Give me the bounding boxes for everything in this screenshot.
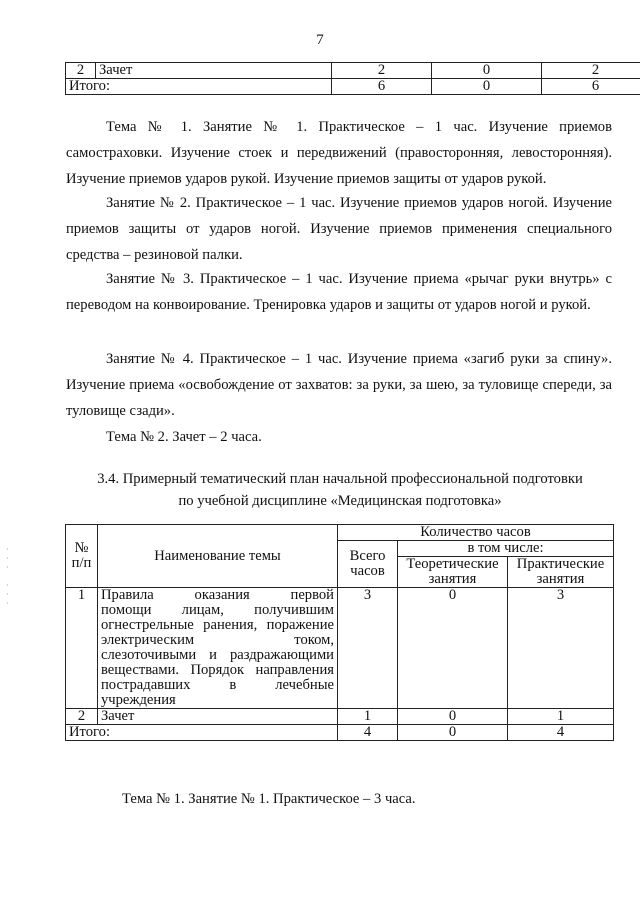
topic-name: Зачет: [98, 709, 338, 725]
practice-hours: 1: [508, 709, 614, 725]
section-title-line1: 3.4. Примерный тематический план начальной профессиональной подготовки: [97, 471, 583, 487]
theory-hours: 0: [398, 725, 508, 741]
topic-line: веществами. Порядок направления: [101, 662, 334, 678]
topic-line: помощи лицам, получившим: [101, 602, 334, 618]
header-total: Всего часов: [338, 541, 398, 588]
header-hours: Количество часов: [338, 525, 614, 541]
row-number: 2: [66, 63, 96, 79]
table-row: [66, 588, 614, 709]
topic-name: Зачет: [96, 63, 332, 79]
closing-paragraph: Тема № 1. Занятие № 1. Практическое – 3 часа.: [122, 791, 416, 807]
paragraph-lesson4: Занятие № 4. Практическое – 1 час. Изучение приема «загиб руки за спину». Изучение приема «освобождение от захватов: за руки, за шею, за туловище спереди, за туловище сзади».: [66, 351, 612, 419]
total-label: Итого:: [66, 725, 338, 741]
practice-hours: 4: [508, 725, 614, 741]
top-table: [65, 62, 640, 95]
topic-line: электрическим током,: [101, 632, 334, 648]
total-hours: 3: [338, 588, 398, 709]
practice-hours: 2: [542, 63, 640, 79]
practice-hours: 3: [508, 588, 614, 709]
paragraph-lesson2: Занятие № 2. Практическое – 1 час. Изучение приемов ударов ногой. Изучение приемов защиты от ударов ногой. Изучение приемов применения специального средства – резиновой палки.: [66, 195, 612, 263]
section-title: [60, 468, 620, 512]
margin-marks: · · · · · ·: [6, 545, 9, 608]
total-hours: 2: [332, 63, 432, 79]
total-row: [66, 725, 614, 741]
total-hours: 1: [338, 709, 398, 725]
theory-hours: 0: [398, 709, 508, 725]
paragraph-topic2: Тема № 2. Зачет – 2 часа.: [106, 429, 262, 445]
section-title-line2: по учебной дисциплине «Медицинская подготовка»: [178, 493, 502, 509]
topic-line: Правила оказания первой: [101, 587, 334, 603]
topic-line: учреждения: [101, 692, 176, 708]
page-number: 7: [316, 32, 324, 48]
total-hours: 4: [338, 725, 398, 741]
paragraph-topic1-lesson1: Тема № 1. Занятие № 1. Практическое – 1 час. Изучение приемов самостраховки. Изучение стоек и передвижений (правосторонняя, левосторонняя). Изучение приемов ударов рукой. Изучение приемов защиты от ударов рукой.: [66, 119, 612, 187]
header-practice: Практические занятия: [508, 557, 614, 588]
table-row: [66, 709, 614, 725]
theory-hours: 0: [432, 79, 542, 95]
practice-hours: 6: [542, 79, 640, 95]
header-topic: Наименование темы: [98, 525, 338, 588]
total-hours: 6: [332, 79, 432, 95]
row-number: 2: [66, 709, 98, 725]
thematic-plan-table: [65, 524, 614, 741]
topic-line: огнестрельные ранения, поражение: [101, 617, 334, 633]
header-number: № п/п: [66, 525, 98, 588]
theory-hours: 0: [432, 63, 542, 79]
header-theory: Теоретические занятия: [398, 557, 508, 588]
total-label: Итого:: [66, 79, 332, 95]
row-number: 1: [66, 588, 98, 709]
table-row: [66, 63, 640, 79]
topic-line: пострадавших в лечебные: [101, 677, 334, 693]
topic-line: слезоточивыми и раздражающими: [101, 647, 334, 663]
total-row: [66, 79, 640, 95]
theory-hours: 0: [398, 588, 508, 709]
header-including: в том числе:: [398, 541, 614, 557]
topic-name: [98, 588, 338, 709]
paragraph-lesson3: Занятие № 3. Практическое – 1 час. Изучение приема «рычаг руки внутрь» с переводом на конвоирование. Тренировка ударов и защиты от ударов ногой и рукой.: [66, 271, 612, 313]
